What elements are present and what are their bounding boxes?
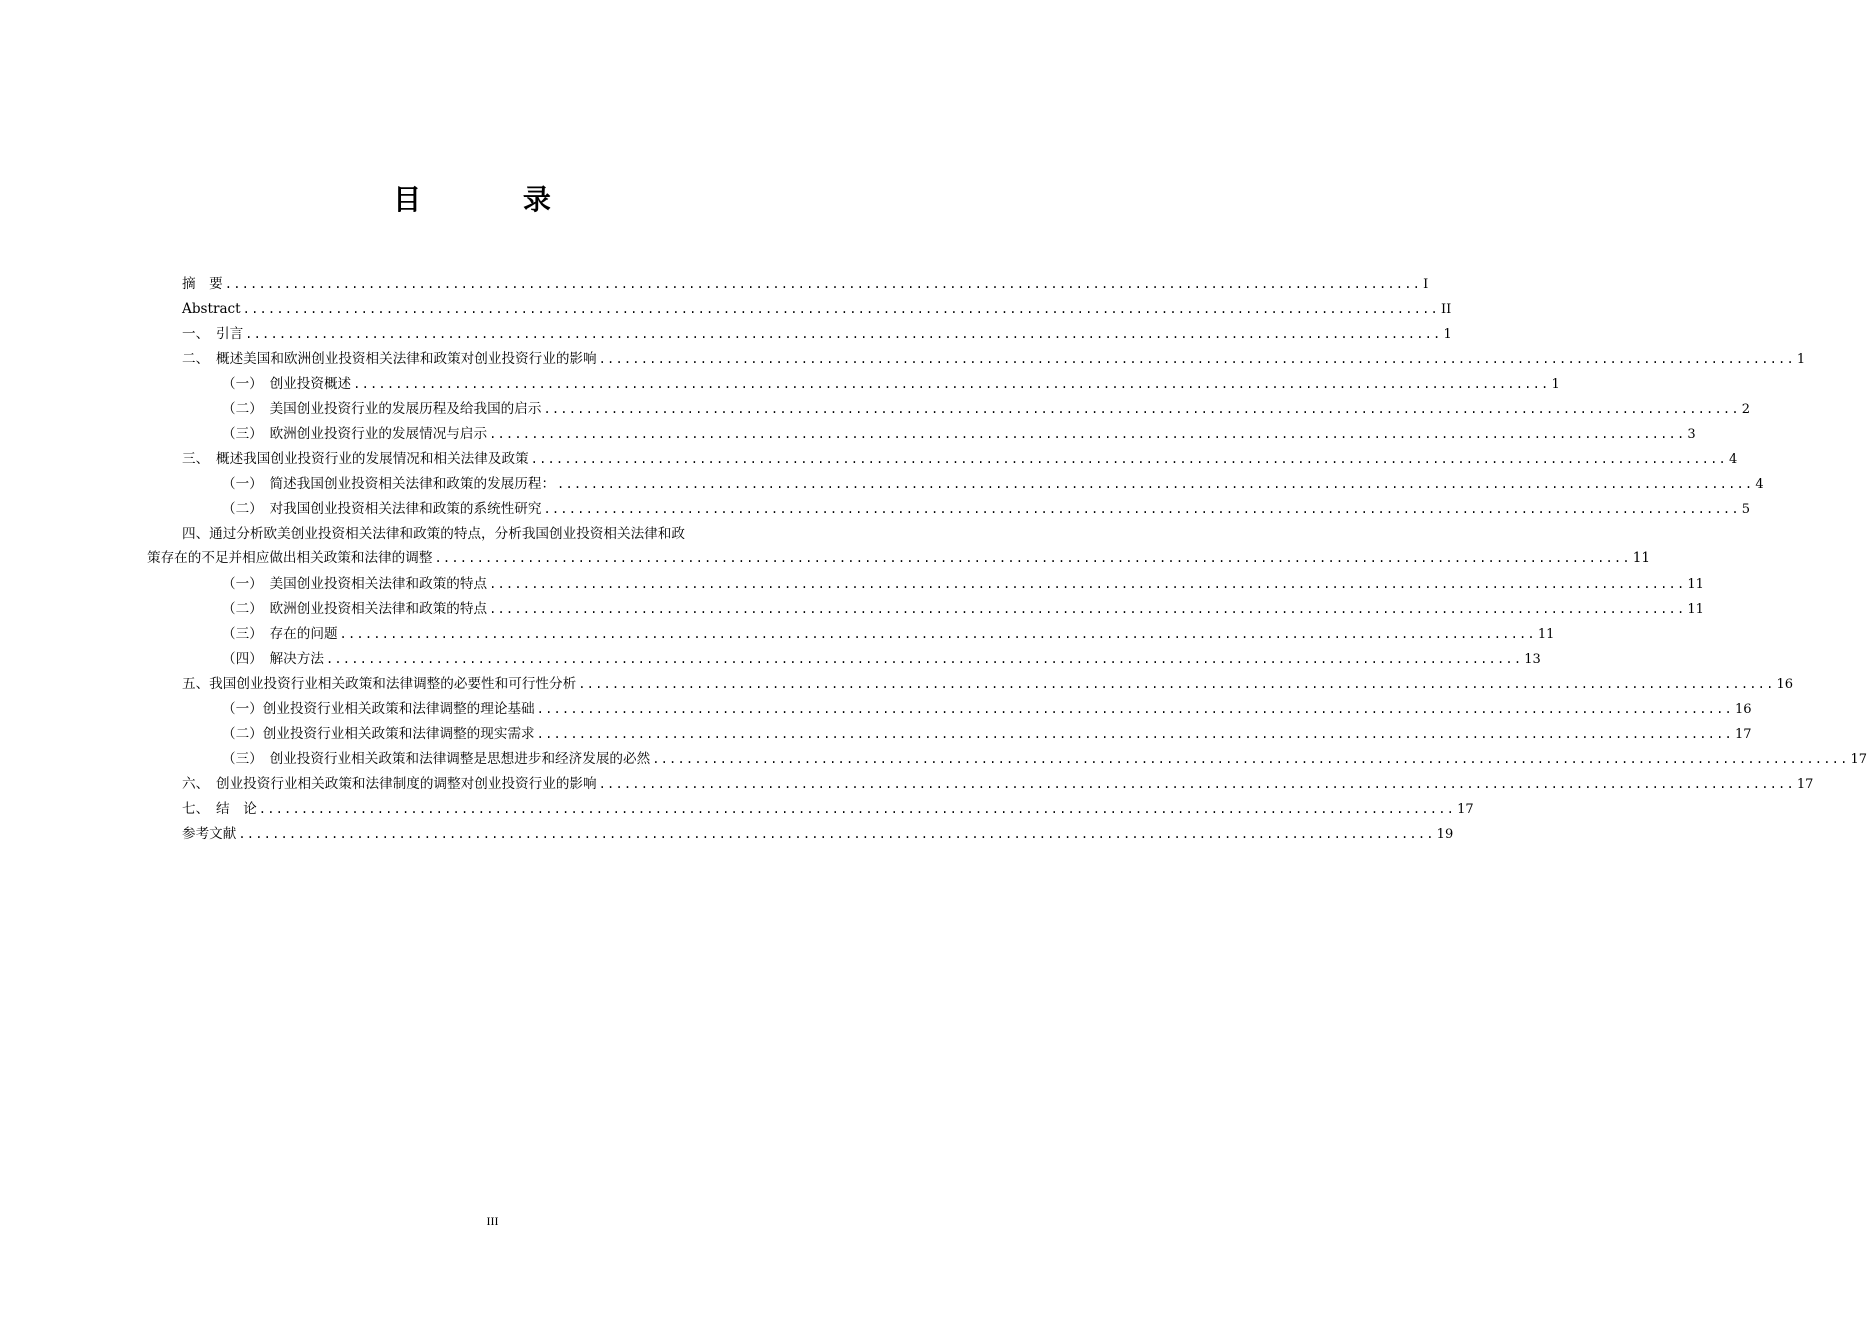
toc-entry-second-line (147, 546, 1651, 571)
toc-entry-page: 11 (1687, 602, 1704, 617)
toc-entry-page: 19 (1436, 827, 1454, 842)
toc-entry-abstract-cn[interactable] (182, 272, 1429, 296)
toc-entry-section-4-2[interactable] (222, 597, 1704, 621)
toc-entry-page: 4 (1755, 477, 1764, 492)
dot-leader: .............................................................................................................................................. (489, 577, 1686, 591)
toc-entry-label: 六、 创业投资行业相关政策和法律制度的调整对创业投资行业的影响 (182, 776, 597, 792)
dot-leader: .............................................................................................................................................. (489, 427, 1686, 441)
toc-entry-page: 16 (1734, 702, 1752, 717)
toc-entry-label: （三） 存在的问题 (222, 626, 338, 642)
toc-entry-section-5[interactable] (182, 672, 1794, 696)
toc-entry-label: 摘 要 (182, 276, 223, 292)
dot-leader: .............................................................................................................................................. (325, 652, 1523, 666)
dot-leader: .............................................................................................................................................. (238, 827, 1435, 841)
toc-entry-page: 11 (1537, 627, 1555, 642)
toc-entry-page: 1 (1443, 327, 1452, 342)
toc-entry-label: （一）创业投资行业相关政策和法律调整的理论基础 (222, 701, 535, 717)
toc-entry-label: （二）创业投资行业相关政策和法律调整的现实需求 (222, 726, 535, 742)
toc-entry-page: 17 (1734, 727, 1752, 742)
toc-entry-page: 11 (1687, 577, 1704, 592)
toc-entry-section-4-1[interactable] (222, 572, 1704, 596)
dot-leader: .............................................................................................................................................. (652, 752, 1849, 766)
toc-entry-label: 一、 引言 (182, 326, 244, 342)
toc-entry-section-3-1[interactable] (222, 472, 1764, 496)
toc-entry-label: 二、 概述美国和欧洲创业投资相关法律和政策对创业投资行业的影响 (182, 351, 597, 367)
toc-entry-label: （一） 美国创业投资相关法律和政策的特点 (222, 576, 488, 592)
toc-entry-page: 17 (1850, 752, 1867, 767)
dot-leader: .............................................................................................................................................. (543, 502, 1740, 516)
dot-leader: .............................................................................................................................................. (353, 377, 1550, 391)
toc-entry-label: （一） 简述我国创业投资相关法律和政策的发展历程： (222, 476, 556, 492)
toc-entry-label: （二） 对我国创业投资相关法律和政策的系统性研究 (222, 501, 542, 517)
dot-leader: .............................................................................................................................................. (258, 802, 1456, 816)
dot-leader: .............................................................................................................................................. (578, 677, 1775, 691)
toc-entry-page: I (1423, 277, 1429, 292)
toc-entry-label: 七、 结 论 (182, 801, 257, 817)
toc-entry-references[interactable] (182, 822, 1454, 846)
toc-entry-label: 三、 概述我国创业投资行业的发展情况和相关法律及政策 (182, 451, 529, 467)
dot-leader: .............................................................................................................................................. (598, 352, 1795, 366)
toc-entry-section-5-2[interactable] (222, 722, 1752, 746)
toc-entry-label: 五、我国创业投资行业相关政策和法律调整的必要性和可行性分析 (182, 676, 577, 692)
toc-entry-page: 13 (1524, 652, 1541, 667)
toc-entry-section-4[interactable] (0, 522, 1651, 571)
toc-entry-label: Abstract (182, 301, 241, 317)
toc-entry-section-2-3[interactable] (222, 422, 1696, 446)
dot-leader: .............................................................................................................................................. (557, 477, 1754, 491)
toc-entry-label: （四） 解决方法 (222, 651, 324, 667)
dot-leader: .............................................................................................................................................. (245, 327, 1442, 341)
toc-entry-page: 5 (1741, 502, 1751, 517)
toc-entry-label-line-2: 策存在的不足并相应做出相关政策和法律的调整 (147, 550, 433, 566)
page-number: III (486, 1214, 499, 1228)
dot-leader: .............................................................................................................................................. (530, 452, 1727, 466)
toc-entry-page: 11 (1632, 550, 1651, 566)
toc-entry-section-3-2[interactable] (222, 497, 1751, 521)
dot-leader: .............................................................................................................................................. (242, 302, 1439, 316)
toc-entry-page: 2 (1741, 402, 1751, 417)
toc-entry-page: II (1440, 302, 1452, 317)
toc-entry-label: 参考文献 (182, 826, 237, 842)
toc-entry-section-7[interactable] (182, 797, 1474, 821)
dot-leader: .............................................................................................................................................. (536, 727, 1733, 741)
toc-entry-section-4-4[interactable] (222, 647, 1541, 671)
dot-leader: .............................................................................................................................................. (489, 602, 1686, 616)
dot-leader: .............................................................................................................................................. (339, 627, 1536, 641)
toc-entry-label: （二） 美国创业投资行业的发展历程及给我国的启示 (222, 401, 542, 417)
dot-leader: .............................................................................................................................................. (536, 702, 1733, 716)
toc-entry-section-4-3[interactable] (222, 622, 1555, 646)
toc-entry-label: （一） 创业投资概述 (222, 376, 352, 392)
toc-entry-section-2[interactable] (182, 347, 1806, 371)
toc-entry-page: 3 (1687, 427, 1696, 442)
dot-leader: .............................................................................................................................................. (224, 277, 1422, 291)
toc-entry-section-2-1[interactable] (222, 372, 1560, 396)
toc-entry-page: 17 (1457, 802, 1474, 817)
toc-entry-page: 17 (1796, 777, 1814, 792)
toc-entry-abstract-en[interactable] (182, 297, 1452, 321)
toc-entry-section-1[interactable] (182, 322, 1452, 346)
toc-entry-label: （三） 欧洲创业投资行业的发展情况与启示 (222, 426, 488, 442)
toc-entry-section-5-3[interactable] (222, 747, 1867, 771)
toc-entry-section-5-1[interactable] (222, 697, 1752, 721)
toc-entry-page: 4 (1728, 452, 1738, 467)
toc-entry-section-2-2[interactable] (222, 397, 1751, 421)
toc-entry-section-3[interactable] (182, 447, 1738, 471)
toc-entry-label: （三） 创业投资行业相关政策和法律调整是思想进步和经济发展的必然 (222, 751, 651, 767)
page-title: 目 录 (393, 183, 597, 216)
dot-leader: .............................................................................................................................................. (434, 551, 1631, 565)
toc-entry-label: （二） 欧洲创业投资相关法律和政策的特点 (222, 601, 488, 617)
toc-entry-page: 1 (1796, 352, 1806, 367)
toc-entry-page: 16 (1776, 677, 1794, 692)
toc-entry-section-6[interactable] (182, 772, 1814, 796)
toc-entry-page: 1 (1551, 377, 1560, 392)
toc-entry-label-line-1: 四、通过分析欧美创业投资相关法律和政策的特点，分析我国创业投资相关法律和政 (182, 526, 685, 542)
dot-leader: .............................................................................................................................................. (543, 402, 1740, 416)
dot-leader: .............................................................................................................................................. (598, 777, 1795, 791)
